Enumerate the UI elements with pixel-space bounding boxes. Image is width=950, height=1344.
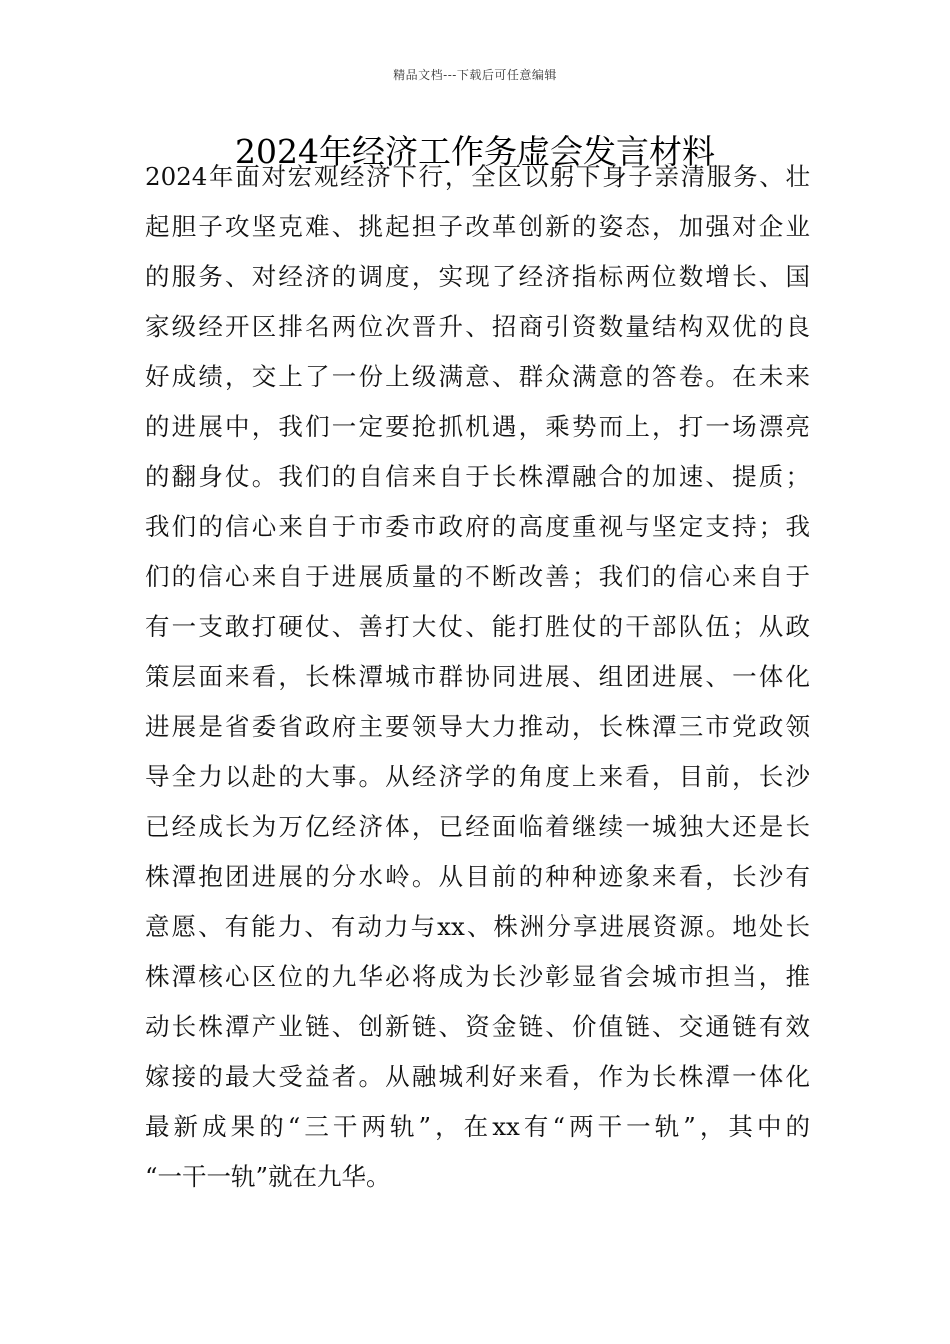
paragraph-line: 动长株潭产业链、创新链、资金链、价值链、交通链有效 (145, 1012, 810, 1041)
paragraph-line: 策层面来看，长株潭城市群协同进展、组团进展、一体化 (145, 662, 810, 691)
paragraph-line: 的服务、对经济的调度，实现了经济指标两位数增长、国 (145, 262, 810, 291)
paragraph-line: 2024年面对宏观经济下行，全区以躬下身子亲清服务、壮 (145, 162, 810, 191)
paragraph-line: 的翻身仗。我们的自信来自于长株潭融合的加速、提质； (145, 462, 810, 491)
paragraph-line: 株潭核心区位的九华必将成为长沙彰显省会城市担当，推 (145, 962, 810, 991)
paragraph-line: 我们的信心来自于市委市政府的高度重视与坚定支持；我 (145, 512, 810, 541)
paragraph-line: 的进展中，我们一定要抢抓机遇，乘势而上，打一场漂亮 (145, 412, 810, 441)
paragraph-line: “一干一轨”就在九华。 (145, 1162, 391, 1191)
paragraph-line: 导全力以赴的大事。从经济学的角度上来看，目前，长沙 (145, 762, 810, 791)
paragraph-line: 已经成长为万亿经济体，已经面临着继续一城独大还是长 (145, 812, 810, 841)
paragraph-line: 进展是省委省政府主要领导大力推动，长株潭三市党政领 (145, 712, 810, 741)
paragraph-line: 们的信心来自于进展质量的不断改善；我们的信心来自于 (145, 562, 810, 591)
paragraph-line: 有一支敢打硬仗、善打大仗、能打胜仗的干部队伍；从政 (145, 612, 810, 641)
paragraph-line: 意愿、有能力、有动力与xx、株洲分享进展资源。地处长 (145, 912, 810, 941)
body-paragraph (145, 152, 810, 1202)
document-title: 2024年经济工作务虚会发言材料 (235, 132, 715, 171)
paragraph-line: 起胆子攻坚克难、挑起担子改革创新的姿态，加强对企业 (145, 212, 810, 241)
paragraph-line: 株潭抱团进展的分水岭。从目前的种种迹象来看，长沙有 (145, 862, 810, 891)
header-note: 精品文档---下载后可任意编辑 (393, 68, 557, 82)
paragraph-line: 嫁接的最大受益者。从融城利好来看，作为长株潭一体化 (145, 1062, 810, 1091)
paragraph-line: 最新成果的“三干两轨”，在xx有“两干一轨”，其中的 (145, 1112, 810, 1141)
paragraph-line: 家级经开区排名两位次晋升、招商引资数量结构双优的良 (145, 312, 810, 341)
paragraph-line: 好成绩，交上了一份上级满意、群众满意的答卷。在未来 (145, 362, 810, 391)
